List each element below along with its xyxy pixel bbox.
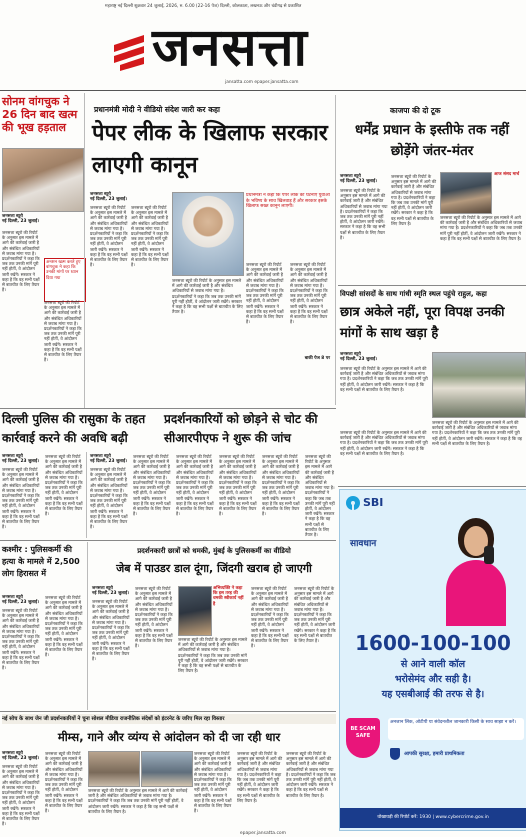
kashmir-story-byline: जनसत्ता ब्यूरो नई दिल्ली, 23 जुलाई। bbox=[2, 595, 39, 605]
main-story-continued: बाकी पेज 8 पर bbox=[304, 356, 330, 361]
rahul-gandhi-photo bbox=[432, 352, 526, 418]
kashmir-story-headline: कश्मीर : पुलिसकर्मी की हत्या के मामले में 2,500 लोग हिरासत में bbox=[2, 545, 80, 578]
right-story-kicker: काजपा की दो टूक bbox=[390, 106, 441, 115]
main-story-lede: प्रधानमंत्री ने कहा कि पेपर लीक की घटनाएं युवाओं के भविष्य के साथ खिलवाड़ हैं और सरकार इसके खिलाफ सख्त कानून लाएगी। bbox=[246, 193, 330, 210]
opposition-headline: छात्र अकेले नहीं, पूरा विपक्ष उनकी मांगों के साथ खड़ा है bbox=[340, 305, 505, 341]
woman-figure bbox=[436, 516, 516, 626]
main-story-col5: जनसत्ता ब्यूरो की रिपोर्ट के अनुसार इस मामले में आगे की कार्रवाई जारी है और संबंधित अधिकारियों से जवाब मांगा गया है। प्रदर्शनकारियों ने कहा कि जब तक उनकी मांगें पूरी नहीं होतीं, वे आंदोलन जारी रखेंगे। सरकार ने कहा है कि वह सभी पक्षों से बातचीत के लिए तैयार है। bbox=[172, 278, 243, 315]
ad-note2: आपकी सुरक्षा, हमारी प्राथमिकता bbox=[404, 751, 465, 757]
ad-note1: अनजान लिंक, ओटीपी या संवेदनशील जानकारी किसी के साथ साझा न करें। bbox=[388, 718, 524, 740]
crpf-story-col4: जनसत्ता ब्यूरो की रिपोर्ट के अनुसार इस मामले में आगे की कार्रवाई जारी है और संबंधित अधिकारियों से जवाब मांगा गया है। प्रदर्शनकारियों ने कहा कि जब तक उनकी मांगें पूरी नहीं होतीं, वे आंदोलन जारी रखेंगे। सरकार ने कहा है कि वह सभी पक्षों से बातचीत के लिए तैयार है। bbox=[219, 454, 257, 517]
police-story-byline: जनसत्ता ब्यूरो नई दिल्ली, 23 जुलाई। bbox=[2, 454, 39, 464]
crpf-story-col1: जनसत्ता ब्यूरो की रिपोर्ट के अनुसार इस मामले में आगे की कार्रवाई जारी है और संबंधित अधिकारियों से जवाब मांगा गया है। प्रदर्शनकारियों ने कहा कि जब तक उनकी मांगें पूरी नहीं होतीं, वे आंदोलन जारी रखेंगे। सरकार ने कहा है कि वह सभी पक्षों से बातचीत के लिए तैयार है। bbox=[90, 467, 128, 530]
police-story-col2: जनसत्ता ब्यूरो की रिपोर्ट के अनुसार इस मामले में आगे की कार्रवाई जारी है और संबंधित अधिकारियों से जवाब मांगा गया है। प्रदर्शनकारियों ने कहा कि जब तक उनकी मांगें पूरी नहीं होतीं, वे आंदोलन जारी रखेंगे। सरकार ने कहा है कि वह सभी पक्षों से बातचीत के लिए तैयार है। bbox=[45, 454, 83, 517]
social-story-col3: जनसत्ता ब्यूरो की रिपोर्ट के अनुसार इस मामले में आगे की कार्रवाई जारी है और संबंधित अधिकारियों से जवाब मांगा गया है। प्रदर्शनकारियों ने कहा कि जब तक उनकी मांगें पूरी नहीं होतीं, वे आंदोलन जारी रखेंगे। सरकार ने कहा है कि वह सभी पक्षों से बातचीत के लिए तैयार है। bbox=[88, 788, 188, 814]
crpf-story-col3: जनसत्ता ब्यूरो की रिपोर्ट के अनुसार इस मामले में आगे की कार्रवाई जारी है और संबंधित अधिकारियों से जवाब मांगा गया है। प्रदर्शनकारियों ने कहा कि जब तक उनकी मांगें पूरी नहीं होतीं, वे आंदोलन जारी रखेंगे। सरकार ने कहा है कि वह सभी पक्षों से बातचीत के लिए तैयार है। bbox=[176, 454, 214, 517]
mumbai-story-headline: जेब में पाउडर डाल दूंगा, जिंदगी खराब हो जाएगी bbox=[116, 562, 312, 575]
mumbai-story-kicker: प्रदर्शनकारी छात्रों को धमकी, मुंबई के पुलिसकर्मी का वीडियो bbox=[137, 547, 291, 555]
jantar-mantar-photo bbox=[440, 172, 492, 214]
mumbai-police-photo bbox=[178, 586, 212, 636]
footer-url[interactable]: epaper.jansatta.com bbox=[239, 831, 287, 836]
opposition-kicker: विपक्षी सांसदों के साथ गांधी स्मृति स्थल पहुंचे राहुल, कहा bbox=[340, 290, 487, 298]
social-story-headline: मीम्स, गाने और व्यंग्य से आंदोलन को दी जा रही धार bbox=[57, 730, 281, 744]
right-story-photo-caption: आज संसद मार्च bbox=[494, 172, 520, 177]
crpf-story-headline: प्रदर्शनकारियों को छोड़ने से चोट की सीआरपीएफ ने शुरू की जांच bbox=[164, 412, 318, 445]
mumbai-story-col3: जनसत्ता ब्यूरो की रिपोर्ट के अनुसार इस मामले में आगे की कार्रवाई जारी है और संबंधित अधिकारियों से जवाब मांगा गया है। प्रदर्शनकारियों ने कहा कि जब तक उनकी मांगें पूरी नहीं होतीं, वे आंदोलन जारी रखेंगे। सरकार ने कहा है कि वह सभी पक्षों से बातचीत के लिए तैयार है। bbox=[178, 637, 248, 674]
opposition-col3: जनसत्ता ब्यूरो की रिपोर्ट के अनुसार इस मामले में आगे की कार्रवाई जारी है और संबंधित अधिकारियों से जवाब मांगा गया है। प्रदर्शनकारियों ने कहा कि जब तक उनकी मांगें पूरी नहीं होतीं, वे आंदोलन जारी रखेंगे। सरकार ने कहा है कि वह सभी पक्षों से बातचीत के लिए तैयार है। bbox=[432, 420, 523, 446]
left-story-headline: सोनम वांगचुक ने 26 दिन बाद खत्म की भूख हड़ताल bbox=[2, 95, 78, 134]
social-story-col4: जनसत्ता ब्यूरो की रिपोर्ट के अनुसार इस मामले में आगे की कार्रवाई जारी है और संबंधित अधिकारियों से जवाब मांगा गया है। प्रदर्शनकारियों ने कहा कि जब तक उनकी मांगें पूरी नहीं होतीं, वे आंदोलन जारी रखेंगे। सरकार ने कहा है कि वह सभी पक्षों से बातचीत के लिए तैयार है। bbox=[194, 751, 232, 814]
left-story-body-2: जनसत्ता ब्यूरो की रिपोर्ट के अनुसार इस मामले में आगे की कार्रवाई जारी है और संबंधित अधिकारियों से जवाब मांगा गया है। प्रदर्शनकारियों ने कहा कि जब तक उनकी मांगें पूरी नहीं होतीं, वे आंदोलन जारी रखेंगे। सरकार ने कहा है कि वह सभी पक्षों से बातचीत के लिए तैयार है। bbox=[44, 300, 82, 363]
ad-phone-number: 1600-100-100 bbox=[355, 631, 511, 655]
social-story-kicker: नई सोच के साथ जेन जी प्रदर्शनकारियों ने चुना सोशल मीडिया राजनीतिक संदेशों को इंटरनेट के जरिए मिल रहा विस्तार bbox=[2, 714, 336, 724]
main-story-kicker: प्रधानमंत्री मोदी ने वीडियो संदेश जारी कर कहा bbox=[94, 105, 220, 114]
social-story-col6: जनसत्ता ब्यूरो की रिपोर्ट के अनुसार इस मामले में आगे की कार्रवाई जारी है और संबंधित अधिकारियों से जवाब मांगा गया है। प्रदर्शनकारियों ने कहा कि जब तक उनकी मांगें पूरी नहीं होतीं, वे आंदोलन जारी रखेंगे। सरकार ने कहा है कि वह सभी पक्षों से बातचीत के लिए तैयार है। bbox=[286, 751, 336, 798]
social-story-byline: जनसत्ता ब्यूरो नई दिल्ली, 23 जुलाई। bbox=[2, 751, 39, 761]
sbi-ad[interactable] bbox=[339, 489, 526, 831]
shield-icon bbox=[390, 748, 400, 760]
sbi-logo-icon bbox=[346, 496, 360, 510]
protest-photo-1 bbox=[88, 751, 140, 787]
logo-mark-icon bbox=[112, 31, 148, 71]
main-story-byline: जनसत्ता ब्यूरो नई दिल्ली, 23 जुलाई। bbox=[90, 192, 127, 202]
wangchuk-photo bbox=[2, 148, 84, 212]
crpf-story-col5: जनसत्ता ब्यूरो की रिपोर्ट के अनुसार इस मामले में आगे की कार्रवाई जारी है और संबंधित अधिकारियों से जवाब मांगा गया है। प्रदर्शनकारियों ने कहा कि जब तक उनकी मांगें पूरी नहीं होतीं, वे आंदोलन जारी रखेंगे। सरकार ने कहा है कि वह सभी पक्षों से बातचीत के लिए तैयार है। bbox=[262, 454, 300, 517]
protest-photo-2 bbox=[141, 751, 193, 787]
right-story-col1: जनसत्ता ब्यूरो की रिपोर्ट के अनुसार इस मामले में आगे की कार्रवाई जारी है और संबंधित अधिकारियों से जवाब मांगा गया है। प्रदर्शनकारियों ने कहा कि जब तक उनकी मांगें पूरी नहीं होतीं, वे आंदोलन जारी रखेंगे। सरकार ने कहा है कि वह सभी पक्षों से बातचीत के लिए तैयार है। bbox=[340, 188, 388, 240]
main-story-headline: पेपर लीक के खिलाफ सरकार लाएगी कानून bbox=[92, 120, 328, 178]
ad-line2: भरोसेमंद और सही है। bbox=[394, 674, 472, 685]
masthead-web: jansatta.com epaper.jansatta.com bbox=[225, 80, 299, 85]
mumbai-story-inset: अभिव्यक्ति ने कहा कि इस तरह की धमकी स्वीकार्य नहीं है bbox=[213, 586, 244, 607]
opposition-col2: जनसत्ता ब्यूरो की रिपोर्ट के अनुसार इस मामले में आगे की कार्रवाई जारी है और संबंधित अधिकारियों से जवाब मांगा गया है। प्रदर्शनकारियों ने कहा कि जब तक उनकी मांगें पूरी नहीं होतीं, वे आंदोलन जारी रखेंगे। सरकार ने कहा है कि वह सभी पक्षों से बातचीत के लिए तैयार है। bbox=[340, 430, 428, 456]
right-story-byline: जनसत्ता ब्यूरो नई दिल्ली, 23 जुलाई। bbox=[340, 174, 377, 184]
crpf-story-byline: जनसत्ता ब्यूरो नई दिल्ली, 23 जुलाई। bbox=[90, 454, 127, 464]
masthead-title: जनसत्ता bbox=[152, 17, 308, 78]
right-story-col3: जनसत्ता ब्यूरो की रिपोर्ट के अनुसार इस मामले में आगे की कार्रवाई जारी है और संबंधित अधिकारियों से जवाब मांगा गया है। प्रदर्शनकारियों ने कहा कि जब तक उनकी मांगें पूरी नहीं होतीं, वे आंदोलन जारी रखेंगे। सरकार ने कहा है कि वह सभी पक्षों से बातचीत के लिए तैयार है। bbox=[440, 215, 523, 241]
social-story-col5: जनसत्ता ब्यूरो की रिपोर्ट के अनुसार इस मामले में आगे की कार्रवाई जारी है और संबंधित अधिकारियों से जवाब मांगा गया है। प्रदर्शनकारियों ने कहा कि जब तक उनकी मांगें पूरी नहीं होतीं, वे आंदोलन जारी रखेंगे। सरकार ने कहा है कि वह सभी पक्षों से बातचीत के लिए तैयार है। bbox=[237, 751, 283, 803]
main-story-col3: जनसत्ता ब्यूरो की रिपोर्ट के अनुसार इस मामले में आगे की कार्रवाई जारी है और संबंधित अधिकारियों से जवाब मांगा गया है। प्रदर्शनकारियों ने कहा कि जब तक उनकी मांगें पूरी नहीं होतीं, वे आंदोलन जारी रखेंगे। सरकार ने कहा है कि वह सभी पक्षों से बातचीत के लिए तैयार है। bbox=[246, 262, 284, 325]
police-story-headline: दिल्ली पुलिस की रासुका के तहत कार्रवाई करने की अवधि बढ़ी bbox=[2, 412, 146, 445]
ad-line3: यह एसबीआई की तरफ से है। bbox=[381, 689, 485, 700]
opposition-col1: जनसत्ता ब्यूरो की रिपोर्ट के अनुसार इस मामले में आगे की कार्रवाई जारी है और संबंधित अधिकारियों से जवाब मांगा गया है। प्रदर्शनकारियों ने कहा कि जब तक उनकी मांगें पूरी नहीं होतीं, वे आंदोलन जारी रखेंगे। सरकार ने कहा है कि वह सभी पक्षों से बातचीत के लिए तैयार है। bbox=[340, 366, 428, 392]
main-story-col4: जनसत्ता ब्यूरो की रिपोर्ट के अनुसार इस मामले में आगे की कार्रवाई जारी है और संबंधित अधिकारियों से जवाब मांगा गया है। प्रदर्शनकारियों ने कहा कि जब तक उनकी मांगें पूरी नहीं होतीं, वे आंदोलन जारी रखेंगे। सरकार ने कहा है कि वह सभी पक्षों से बातचीत के लिए तैयार है। bbox=[290, 262, 328, 325]
left-story-byline: जनसत्ता ब्यूरो नई दिल्ली, 23 जुलाई। bbox=[2, 214, 39, 224]
ad-line1: से आने वाली कॉल bbox=[400, 659, 466, 670]
mumbai-story-col1: जनसत्ता ब्यूरो की रिपोर्ट के अनुसार इस मामले में आगे की कार्रवाई जारी है और संबंधित अधिकारियों से जवाब मांगा गया है। प्रदर्शनकारियों ने कहा कि जब तक उनकी मांगें पूरी नहीं होतीं, वे आंदोलन जारी रखेंगे। सरकार ने कहा है कि वह सभी पक्षों से बातचीत के लिए तैयार है। bbox=[92, 599, 130, 662]
mumbai-story-col2: जनसत्ता ब्यूरो की रिपोर्ट के अनुसार इस मामले में आगे की कार्रवाई जारी है और संबंधित अधिकारियों से जवाब मांगा गया है। प्रदर्शनकारियों ने कहा कि जब तक उनकी मांगें पूरी नहीं होतीं, वे आंदोलन जारी रखेंगे। सरकार ने कहा है कि वह सभी पक्षों से बातचीत के लिए तैयार है। bbox=[135, 586, 173, 649]
kashmir-story-col1: जनसत्ता ब्यूरो की रिपोर्ट के अनुसार इस मामले में आगे की कार्रवाई जारी है और संबंधित अधिकारियों से जवाब मांगा गया है। प्रदर्शनकारियों ने कहा कि जब तक उनकी मांगें पूरी नहीं होतीं, वे आंदोलन जारी रखेंगे। सरकार ने कहा है कि वह सभी पक्षों से बातचीत के लिए तैयार है। bbox=[2, 608, 40, 671]
masthead-top-line: महाराष्ट्र नई दिल्ली शुक्रवार 24 जुलाई, 2026, रु. 6.00 (22-16 पेज) दिल्ली, कोलकाता, लखनऊ और चंडीगढ़ से प्रकाशित bbox=[105, 4, 302, 9]
social-story-col1: जनसत्ता ब्यूरो की रिपोर्ट के अनुसार इस मामले में आगे की कार्रवाई जारी है और संबंधित अधिकारियों से जवाब मांगा गया है। प्रदर्शनकारियों ने कहा कि जब तक उनकी मांगें पूरी नहीं होतीं, वे आंदोलन जारी रखेंगे। सरकार ने कहा है कि वह सभी पक्षों से बातचीत के लिए तैयार है। bbox=[2, 764, 40, 826]
main-story-col2: जनसत्ता ब्यूरो की रिपोर्ट के अनुसार इस मामले में आगे की कार्रवाई जारी है और संबंधित अधिकारियों से जवाब मांगा गया है। प्रदर्शनकारियों ने कहा कि जब तक उनकी मांगें पूरी नहीं होतीं, वे आंदोलन जारी रखेंगे। सरकार ने कहा है कि वह सभी पक्षों से बातचीत के लिए तैयार है। bbox=[131, 205, 169, 268]
scam-safe-badge bbox=[346, 718, 380, 758]
police-story-col1: जनसत्ता ब्यूरो की रिपोर्ट के अनुसार इस मामले में आगे की कार्रवाई जारी है और संबंधित अधिकारियों से जवाब मांगा गया है। प्रदर्शनकारियों ने कहा कि जब तक उनकी मांगें पूरी नहीं होतीं, वे आंदोलन जारी रखेंगे। सरकार ने कहा है कि वह सभी पक्षों से बातचीत के लिए तैयार है। bbox=[2, 467, 40, 530]
left-story-box: अनशन खत्म करते हुए वांगचुक ने कहा कि उनकी मांगों पर ध्यान दिया गया bbox=[44, 258, 86, 302]
mumbai-story-col5: जनसत्ता ब्यूरो की रिपोर्ट के अनुसार इस मामले में आगे की कार्रवाई जारी है और संबंधित अधिकारियों से जवाब मांगा गया है। प्रदर्शनकारियों ने कहा कि जब तक उनकी मांगें पूरी नहीं होतीं, वे आंदोलन जारी रखेंगे। सरकार ने कहा है कि वह सभी पक्षों से बातचीत के लिए तैयार है। bbox=[294, 586, 336, 644]
right-story-col2: जनसत्ता ब्यूरो की रिपोर्ट के अनुसार इस मामले में आगे की कार्रवाई जारी है और संबंधित अधिकारियों से जवाब मांगा गया है। प्रदर्शनकारियों ने कहा कि जब तक उनकी मांगें पूरी नहीं होतीं, वे आंदोलन जारी रखेंगे। सरकार ने कहा है कि वह सभी पक्षों से बातचीत के लिए तैयार है। bbox=[391, 174, 437, 226]
pm-modi-photo bbox=[172, 192, 244, 276]
ad-footer[interactable]: धोखाधड़ी की रिपोर्ट करें: 1930 | www.cybercrime.gov.in bbox=[340, 808, 526, 828]
kashmir-story-col2: जनसत्ता ब्यूरो की रिपोर्ट के अनुसार इस मामले में आगे की कार्रवाई जारी है और संबंधित अधिकारियों से जवाब मांगा गया है। प्रदर्शनकारियों ने कहा कि जब तक उनकी मांगें पूरी नहीं होतीं, वे आंदोलन जारी रखेंगे। सरकार ने कहा है कि वह सभी पक्षों से बातचीत के लिए तैयार है। bbox=[45, 595, 83, 658]
mumbai-story-byline: जनसत्ता ब्यूरो नई दिल्ली, 23 जुलाई। bbox=[92, 586, 129, 596]
left-story-body: जनसत्ता ब्यूरो की रिपोर्ट के अनुसार इस मामले में आगे की कार्रवाई जारी है और संबंधित अधिकारियों से जवाब मांगा गया है। प्रदर्शनकारियों ने कहा कि जब तक उनकी मांगें पूरी नहीं होतीं, वे आंदोलन जारी रखेंगे। सरकार ने कहा है कि वह सभी पक्षों से बातचीत के लिए तैयार है। bbox=[2, 230, 40, 293]
scam-safe-badge-text: BE SCAM SAFE bbox=[350, 726, 376, 739]
opposition-byline: जनसत्ता ब्यूरो नई दिल्ली, 23 जुलाई। bbox=[340, 352, 377, 362]
crpf-story-col6: जनसत्ता ब्यूरो की रिपोर्ट के अनुसार इस मामले में आगे की कार्रवाई जारी है और संबंधित अधिकारियों से जवाब मांगा गया है। प्रदर्शनकारियों ने कहा कि जब तक उनकी मांगें पूरी नहीं होतीं, वे आंदोलन जारी रखेंगे। सरकार ने कहा है कि वह सभी पक्षों से बातचीत के लिए तैयार है। bbox=[305, 454, 335, 537]
social-story-col2: जनसत्ता ब्यूरो की रिपोर्ट के अनुसार इस मामले में आगे की कार्रवाई जारी है और संबंधित अधिकारियों से जवाब मांगा गया है। प्रदर्शनकारियों ने कहा कि जब तक उनकी मांगें पूरी नहीं होतीं, वे आंदोलन जारी रखेंगे। सरकार ने कहा है कि वह सभी पक्षों से बातचीत के लिए तैयार है। bbox=[45, 751, 83, 814]
main-story-col1: जनसत्ता ब्यूरो की रिपोर्ट के अनुसार इस मामले में आगे की कार्रवाई जारी है और संबंधित अधिकारियों से जवाब मांगा गया है। प्रदर्शनकारियों ने कहा कि जब तक उनकी मांगें पूरी नहीं होतीं, वे आंदोलन जारी रखेंगे। सरकार ने कहा है कि वह सभी पक्षों से बातचीत के लिए तैयार है। bbox=[90, 205, 128, 268]
crpf-story-col2: जनसत्ता ब्यूरो की रिपोर्ट के अनुसार इस मामले में आगे की कार्रवाई जारी है और संबंधित अधिकारियों से जवाब मांगा गया है। प्रदर्शनकारियों ने कहा कि जब तक उनकी मांगें पूरी नहीं होतीं, वे आंदोलन जारी रखेंगे। सरकार ने कहा है कि वह सभी पक्षों से बातचीत के लिए तैयार है। bbox=[133, 454, 171, 517]
right-story-headline: धर्मेंद्र प्रधान के इस्तीफे तक नहीं छोड़ेंगे जंतर-मंतर bbox=[354, 122, 510, 159]
sbi-brand: SBI bbox=[363, 496, 384, 509]
mumbai-story-col4: जनसत्ता ब्यूरो की रिपोर्ट के अनुसार इस मामले में आगे की कार्रवाई जारी है और संबंधित अधिकारियों से जवाब मांगा गया है। प्रदर्शनकारियों ने कहा कि जब तक उनकी मांगें पूरी नहीं होतीं, वे आंदोलन जारी रखेंगे। सरकार ने कहा है कि वह सभी पक्षों से बातचीत के लिए तैयार है। bbox=[251, 586, 289, 649]
ad-headline-top: सावधान bbox=[350, 539, 377, 549]
